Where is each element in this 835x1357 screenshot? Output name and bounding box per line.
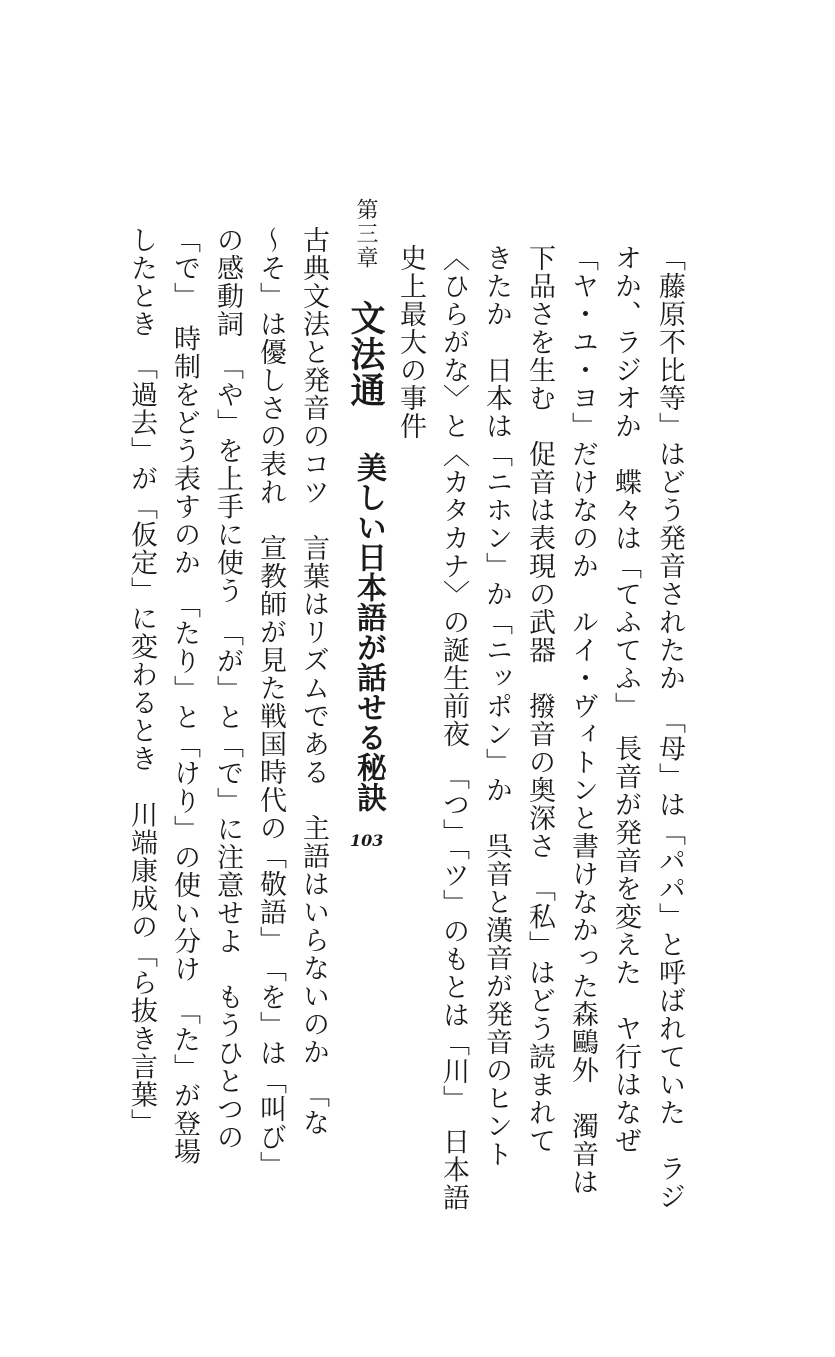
toc-line: きたか 日本は「ニホン」か「ニッポン」か 呉音と漢音が発音のヒント bbox=[481, 244, 512, 1168]
toc-line: 「藤原不比等」はどう発音されたか 「母」は「パパ」と呼ばれていた ラジ bbox=[654, 244, 685, 1211]
toc-line: の感動詞 「や」を上手に使う 「が」と「で」に注意せよ もうひとつの bbox=[212, 226, 243, 1151]
toc-line: 「ヤ・ユ・ヨ」だけなのか ルイ・ヴィトンと書けなかった森鷗外 濁音は bbox=[567, 244, 598, 1196]
chapter-subtitle: 美しい日本語が話せる秘訣 bbox=[351, 452, 386, 812]
toc-line: したとき 「過去」が「仮定」に変わるとき 川端康成の「ら抜き言葉」 bbox=[126, 226, 157, 1137]
toc-line: 〈ひらがな〉と〈カタカナ〉の誕生前夜 「つ」「ツ」のもとは「川」 日本語 bbox=[438, 244, 469, 1212]
toc-line: 史上最大の事件 bbox=[395, 244, 426, 440]
toc-line: 「で」 時制をどう表すのか 「たり」と「けり」の使い分け 「た」が登場 bbox=[169, 226, 200, 1166]
toc-line: 古典文法と発音のコツ 言葉はリズムである 主語はいらないのか 「な bbox=[298, 226, 329, 1137]
toc-line: 〜そ」は優しさの表れ 宣教師が見た戦国時代の「敬語」 「を」は「叫び」 bbox=[255, 226, 286, 1179]
toc-line: 下品さを生む 促音は表現の武器 撥音の奥深さ 「私」はどう読まれて bbox=[524, 244, 555, 1155]
toc-line: オか、ラジオか 蝶々は「てふてふ」 長音が発音を変えた ヤ行はなぜ bbox=[610, 244, 641, 1155]
chapter-label: 第三章 bbox=[353, 198, 378, 270]
chapter-title: 文法通 bbox=[345, 300, 386, 408]
page-number: 103 bbox=[350, 831, 384, 850]
